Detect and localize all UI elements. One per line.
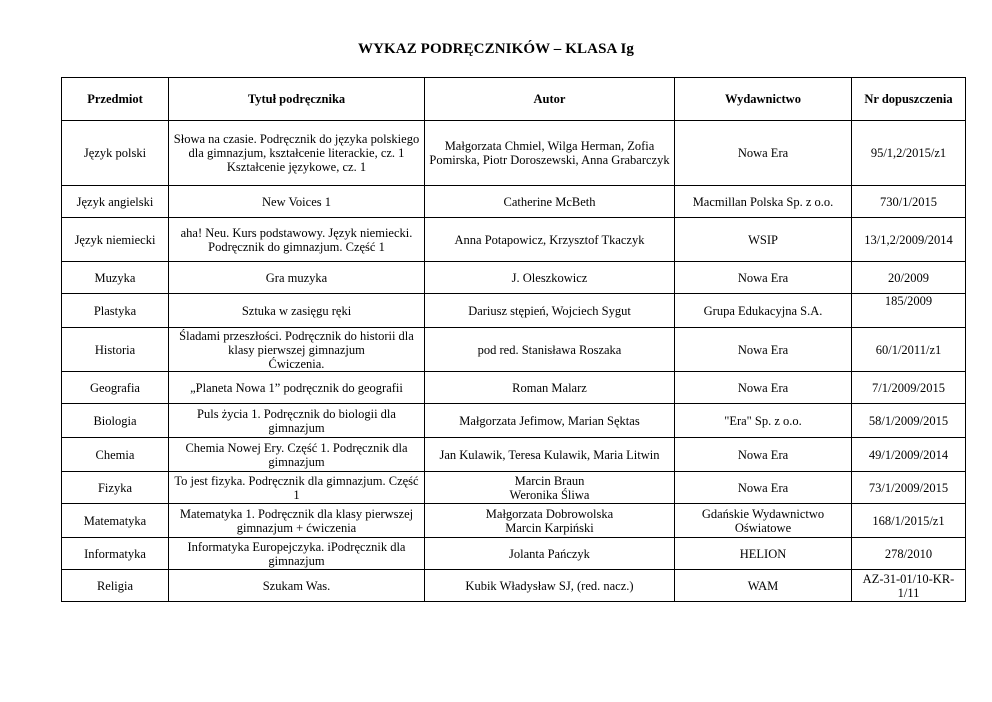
cell-title: Gra muzyka — [169, 262, 425, 294]
cell-approval-number: 58/1/2009/2015 — [852, 404, 966, 438]
cell-approval-number: AZ-31-01/10-KR-1/11 — [852, 570, 966, 602]
cell-approval-number: 185/2009 — [852, 294, 966, 328]
cell-title: Informatyka Europejczyka. iPodręcznik dla gimnazjum — [169, 538, 425, 570]
header-row — [62, 78, 966, 121]
cell-subject: Biologia — [62, 404, 169, 438]
cell-subject: Informatyka — [62, 538, 169, 570]
cell-approval-number: 13/1,2/2009/2014 — [852, 218, 966, 262]
cell-author: Anna Potapowicz, Krzysztof Tkaczyk — [425, 218, 675, 262]
table-row — [62, 504, 966, 538]
cell-title: Matematyka 1. Podręcznik dla klasy pierwszej gimnazjum + ćwiczenia — [169, 504, 425, 538]
page-title: WYKAZ PODRĘCZNIKÓW – KLASA Ig — [358, 41, 634, 57]
cell-author: Catherine McBeth — [425, 186, 675, 218]
cell-publisher: Nowa Era — [675, 121, 852, 186]
cell-publisher: WAM — [675, 570, 852, 602]
table-row — [62, 328, 966, 372]
table-row — [62, 404, 966, 438]
header-author: Autor — [425, 78, 675, 121]
cell-publisher: Nowa Era — [675, 472, 852, 504]
cell-title: Chemia Nowej Ery. Część 1. Podręcznik dla gimnazjum — [169, 438, 425, 472]
cell-publisher: Nowa Era — [675, 328, 852, 372]
cell-subject: Chemia — [62, 438, 169, 472]
cell-author: pod red. Stanisława Roszaka — [425, 328, 675, 372]
cell-subject: Fizyka — [62, 472, 169, 504]
cell-author: Roman Malarz — [425, 372, 675, 404]
cell-approval-number: 168/1/2015/z1 — [852, 504, 966, 538]
cell-author: Dariusz stępień, Wojciech Sygut — [425, 294, 675, 328]
cell-publisher: "Era" Sp. z o.o. — [675, 404, 852, 438]
cell-approval-number: 95/1,2/2015/z1 — [852, 121, 966, 186]
header-publisher: Wydawnictwo — [675, 78, 852, 121]
cell-subject: Geografia — [62, 372, 169, 404]
cell-subject: Język angielski — [62, 186, 169, 218]
cell-approval-number: 73/1/2009/2015 — [852, 472, 966, 504]
cell-subject: Historia — [62, 328, 169, 372]
cell-subject: Muzyka — [62, 262, 169, 294]
cell-approval-number: 278/2010 — [852, 538, 966, 570]
table-row — [62, 218, 966, 262]
table-body — [62, 121, 966, 602]
cell-publisher: Nowa Era — [675, 262, 852, 294]
cell-subject: Plastyka — [62, 294, 169, 328]
cell-title: Śladami przeszłości. Podręcznik do historii dla klasy pierwszej gimnazjum Ćwiczenia. — [169, 328, 425, 372]
header-approval-number: Nr dopuszczenia — [852, 78, 966, 121]
cell-approval-number: 20/2009 — [852, 262, 966, 294]
table-row — [62, 538, 966, 570]
table-row — [62, 294, 966, 328]
cell-approval-number: 49/1/2009/2014 — [852, 438, 966, 472]
cell-subject: Język niemiecki — [62, 218, 169, 262]
textbook-table — [61, 77, 966, 602]
cell-author: Kubik Władysław SJ, (red. nacz.) — [425, 570, 675, 602]
cell-author: Małgorzata Chmiel, Wilga Herman, Zofia Pomirska, Piotr Doroszewski, Anna Grabarczyk — [425, 121, 675, 186]
cell-title: Sztuka w zasięgu ręki — [169, 294, 425, 328]
table-row — [62, 186, 966, 218]
cell-approval-number: 7/1/2009/2015 — [852, 372, 966, 404]
cell-title: To jest fizyka. Podręcznik dla gimnazjum. Część 1 — [169, 472, 425, 504]
table-row — [62, 438, 966, 472]
cell-subject: Matematyka — [62, 504, 169, 538]
cell-author: Małgorzata Dobrowolska Marcin Karpiński — [425, 504, 675, 538]
cell-author: Jan Kulawik, Teresa Kulawik, Maria Litwin — [425, 438, 675, 472]
cell-title: „Planeta Nowa 1” podręcznik do geografii — [169, 372, 425, 404]
cell-publisher: Nowa Era — [675, 438, 852, 472]
table-row — [62, 372, 966, 404]
header-title: Tytuł podręcznika — [169, 78, 425, 121]
cell-publisher: Macmillan Polska Sp. z o.o. — [675, 186, 852, 218]
cell-title: Puls życia 1. Podręcznik do biologii dla gimnazjum — [169, 404, 425, 438]
table-row — [62, 472, 966, 504]
cell-approval-number: 730/1/2015 — [852, 186, 966, 218]
cell-title: Słowa na czasie. Podręcznik do języka polskiego dla gimnazjum, kształcenie literackie, cz. 1 Kształcenie językowe, cz. 1 — [169, 121, 425, 186]
cell-publisher: Gdańskie Wydawnictwo Oświatowe — [675, 504, 852, 538]
cell-author: Marcin Braun Weronika Śliwa — [425, 472, 675, 504]
cell-author: Małgorzata Jefimow, Marian Sęktas — [425, 404, 675, 438]
cell-title: New Voices 1 — [169, 186, 425, 218]
cell-publisher: Nowa Era — [675, 372, 852, 404]
header-subject: Przedmiot — [62, 78, 169, 121]
cell-title: Szukam Was. — [169, 570, 425, 602]
cell-publisher: WSIP — [675, 218, 852, 262]
cell-author: Jolanta Pańczyk — [425, 538, 675, 570]
cell-author: J. Oleszkowicz — [425, 262, 675, 294]
cell-publisher: HELION — [675, 538, 852, 570]
table-row — [62, 121, 966, 186]
table-row — [62, 570, 966, 602]
cell-title: aha! Neu. Kurs podstawowy. Język niemiecki. Podręcznik do gimnazjum. Część 1 — [169, 218, 425, 262]
cell-subject: Język polski — [62, 121, 169, 186]
table-row — [62, 262, 966, 294]
cell-subject: Religia — [62, 570, 169, 602]
cell-publisher: Grupa Edukacyjna S.A. — [675, 294, 852, 328]
cell-approval-number: 60/1/2011/z1 — [852, 328, 966, 372]
